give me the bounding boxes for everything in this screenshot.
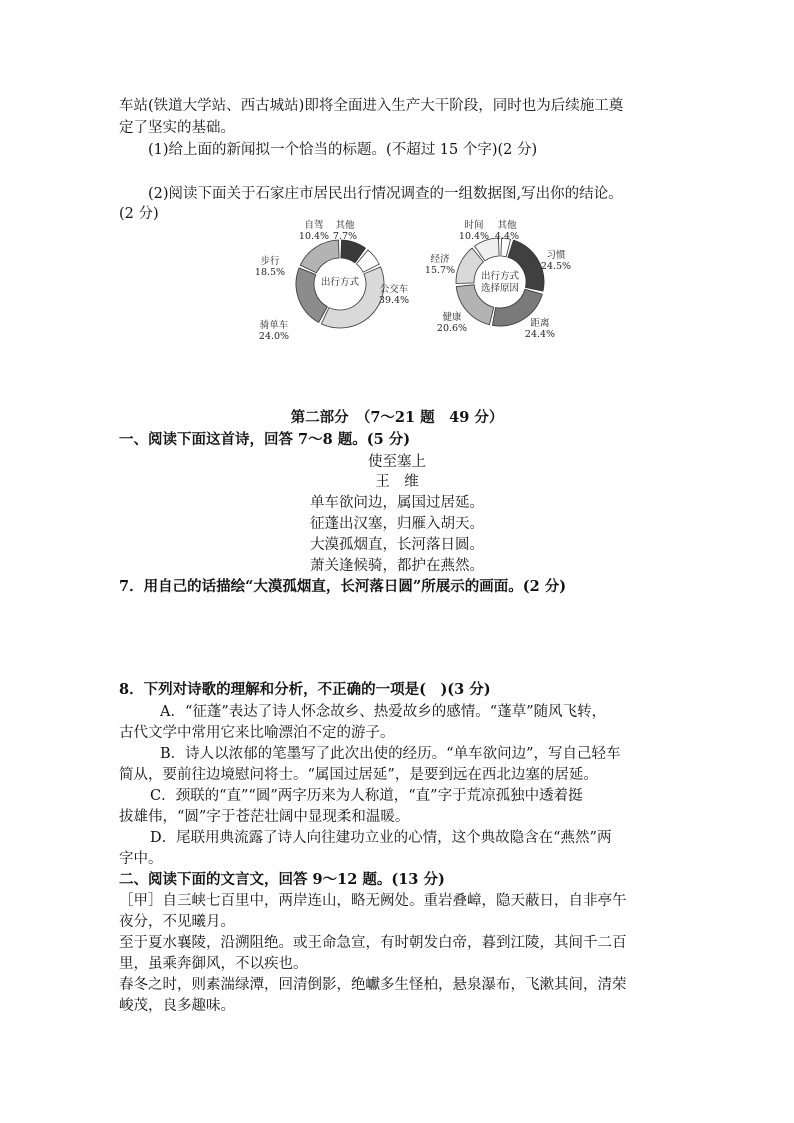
label-reason-health: 健康 20.6%: [436, 312, 468, 334]
question-2-line-1: (2)阅读下面关于石家庄市居民出行情况调查的一组数据图,写出你的结论。: [148, 186, 623, 202]
option-a-line-2: 古代文学中常用它来比喻漂泊不定的游子。: [119, 725, 395, 741]
option-a-line-1: A．“征蓬”表达了诗人怀念故乡、热爱故乡的感情。“蓬草”随风飞转，: [160, 704, 607, 720]
travel-mode-chart: [250, 214, 430, 354]
part2-heading: 第二部分 （7～21 题 49 分）: [290, 409, 504, 426]
option-b-line-2: 简从，要前往边境慰问将士。“属国过居延”，是要到远在西北边塞的居延。: [119, 767, 598, 783]
label-self-drive: 自驾 10.4%: [298, 220, 330, 242]
question-2-line-2: (2 分): [119, 206, 159, 222]
question-1: (1)给上面的新闻拟一个恰当的标题。(不超过 15 个字)(2 分): [148, 142, 538, 158]
poem-line-4: 萧关逢候骑，都护在燕然。: [310, 558, 484, 574]
travel-reason-chart: [420, 214, 600, 354]
passage-p2-line-1: 至于夏水襄陵，沿溯阻绝。或王命急宣，有时朝发白帝，暮到江陵，其间千二百: [119, 935, 627, 951]
travel-reason-center-label: 出行方式 选择原因: [480, 271, 519, 294]
label-reason-economy: 经济 15.7%: [424, 254, 456, 276]
passage-p3-line-2: 峻茂，良多趣味。: [119, 998, 235, 1014]
question-8: 8．下列对诗歌的理解和分析，不正确的一项是( )(3 分): [119, 681, 491, 698]
passage-p2-line-2: 里，虽乘奔御风，不以疾也。: [119, 956, 308, 972]
poem-line-1: 单车欲问边，属国过居延。: [310, 495, 484, 511]
label-reason-other: 其他 4.4%: [494, 220, 520, 242]
passage-p3-line-1: 春冬之时，则素湍绿潭，回清倒影，绝巘多生怪柏，悬泉瀑布，飞漱其间，清荣: [119, 977, 627, 993]
poem-title: 使至塞上: [368, 454, 426, 470]
poem-line-2: 征蓬出汉塞，归雁入胡天。: [310, 516, 484, 532]
option-c-line-1: C．颈联的“直”“圆”两字历来为人称道，“直”字于荒凉孤独中透着挺: [150, 788, 583, 804]
poem-line-3: 大漠孤烟直，长河落日圆。: [310, 537, 484, 553]
option-d-line-2: 字中。: [119, 851, 163, 867]
option-b-line-1: B．诗人以浓郁的笔墨写了此次出使的经历。“单车欲问边”，写自己轻车: [160, 746, 621, 762]
section1-heading: 一、阅读下面这首诗，回答 7～8 题。(5 分): [119, 431, 411, 448]
poem-author: 王 维: [375, 474, 419, 490]
news-tail-line-1: 车站(铁道大学站、西古城站)即将全面进入生产大干阶段，同时也为后续施工奠: [119, 98, 624, 114]
label-reason-distance: 距离 24.4%: [524, 318, 556, 340]
passage-p1-line-2: 夜分，不见曦月。: [119, 914, 235, 930]
label-other: 其他 7.7%: [332, 220, 358, 242]
travel-mode-center-label: 出行方式: [320, 277, 359, 288]
label-bus: 公交车 39.4%: [378, 284, 410, 306]
news-tail-line-2: 定了坚实的基础。: [119, 120, 235, 136]
passage-p1-line-1: ［甲］自三峡七百里中，两岸连山，略无阙处。重岩叠嶂，隐天蔽日，自非亭午: [119, 893, 627, 909]
question-7: 7．用自己的话描绘“大漠孤烟直，长河落日圆”所展示的画面。(2 分): [119, 578, 567, 595]
label-reason-time: 时间 10.4%: [458, 220, 490, 242]
label-bike: 骑单车 24.0%: [258, 320, 290, 342]
travel-mode-slice-4: [300, 240, 339, 273]
option-c-line-2: 拔雄伟，“圆”字于苍茫壮阔中显现柔和温暖。: [119, 809, 410, 825]
label-walk: 步行 18.5%: [254, 256, 286, 278]
option-d-line-1: D．尾联用典流露了诗人向往建功立业的心情，这个典故隐含在“燕然”两: [150, 830, 612, 846]
label-reason-habit: 习惯 24.5%: [540, 250, 572, 272]
section2-heading: 二、阅读下面的文言文，回答 9～12 题。(13 分): [119, 871, 445, 888]
